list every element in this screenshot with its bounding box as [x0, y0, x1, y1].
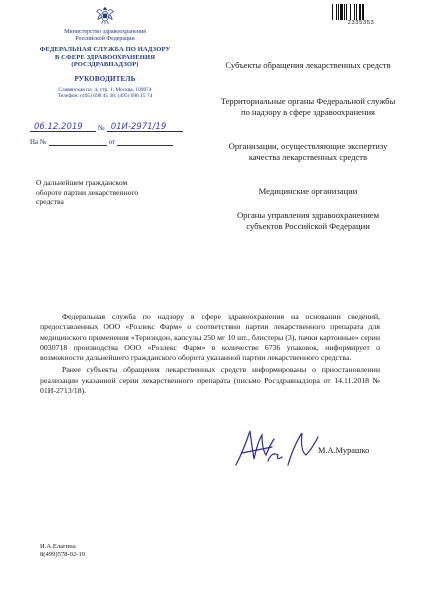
reference-date-field — [117, 136, 173, 146]
reference-number-field — [49, 136, 107, 146]
executor-info — [40, 543, 85, 560]
coat-of-arms-emblem — [94, 4, 116, 26]
number-field — [107, 122, 183, 132]
barcode — [332, 4, 390, 20]
recipient-1: Субъекты обращения лекарственных средств — [225, 60, 391, 70]
reference-number-label: На № — [30, 138, 47, 146]
recipient-3: Организации, осуществляющие экспертизу качества лекарственных средств — [228, 141, 388, 162]
barcode-bar — [364, 4, 365, 20]
reference-line — [30, 136, 173, 146]
head-title: РУКОВОДИТЕЛЬ — [74, 74, 136, 83]
executor-phone: 8(499)578-02-19 — [40, 551, 86, 559]
recipient-2: Территориальные органы Федеральной службы по надзору в сфере здравоохранения — [220, 96, 396, 117]
service-line1: ФЕДЕРАЛЬНАЯ СЛУЖБА ПО НАДЗОРУ — [39, 46, 171, 53]
handwritten-signature — [232, 425, 324, 469]
signatory-name: М.А.Мурашко — [318, 446, 370, 455]
letterhead — [22, 4, 188, 100]
registration-line — [30, 122, 183, 132]
service-line3: (РОСЗДРАВНАДЗОР) — [71, 61, 139, 69]
ministry-line1: Министерство здравоохранения — [64, 29, 146, 35]
number-label: № — [98, 124, 105, 132]
handwritten-date: 06.12.2019 — [34, 122, 83, 132]
ministry-line2: Российской Федерации — [75, 36, 135, 42]
recipient-4: Медицинские организации — [258, 186, 358, 196]
barcode-number: 2335353 — [347, 20, 375, 26]
body-paragraph-1: Федеральная служба по надзору в сфере здравоохранения на основании сведений, предоставленных ООО «Розлекс Фарм» о соответствии партии лекарственного препарата для медицинского применения «Теризидон, капсулы 250 мг 10 шт., блистеры (3), пачки картонные» серии 0030718 производства ООО «Розлекс Фарм» в количестве 6736 упаковок, информирует о возможности дальнейшего гражданского оборота указанной партии лекарственного средства. — [40, 312, 380, 363]
handwritten-number: 01И-2971/19 — [110, 122, 167, 132]
date-field — [30, 122, 96, 132]
service-line2: В СФЕРЕ ЗДРАВООХРАНЕНИЯ — [54, 53, 156, 61]
address-line2: Телефон: (495) 698 45 38; (495) 698 15 74 — [57, 93, 153, 100]
body-paragraph-2: Ранее субъекты обращения лекарственных средств информированы о приостановлении реализации указанной серии лекарственного препарата (письмо Росздравнадзора от 14.11.2018 № 01И-2713/18). — [40, 365, 380, 396]
recipient-5: Органы управления здравоохранением субъектов Российской Федерации — [236, 210, 380, 231]
executor-name: И.А.Елагина — [40, 543, 76, 550]
address-line1: Славянская пл. 4, стр. 1, Москва, 109074 — [58, 86, 152, 93]
letter-subject: О дальнейшем гражданском обороте партии лекарственного средства — [36, 178, 139, 206]
letter-body — [40, 312, 380, 396]
reference-from-label: от — [108, 138, 116, 146]
